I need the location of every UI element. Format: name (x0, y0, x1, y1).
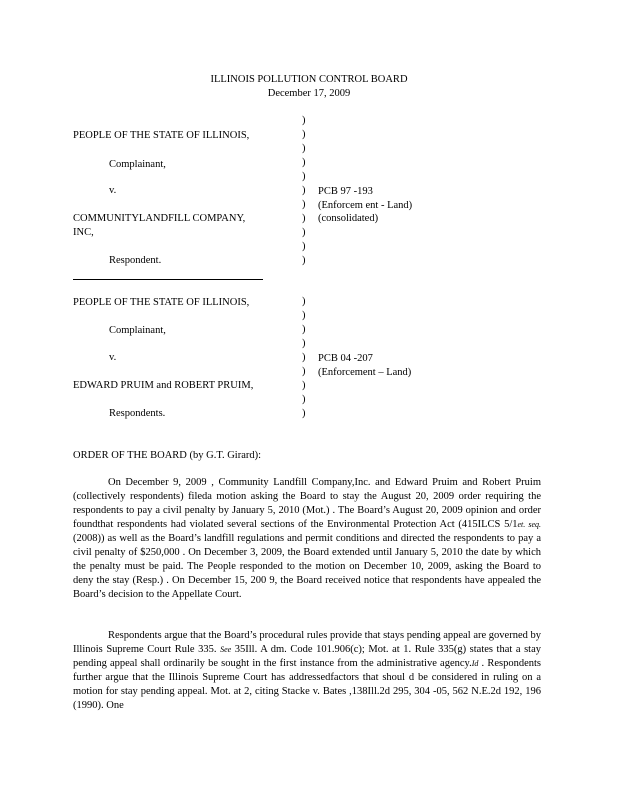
case1-defendant-cont: INC, (73, 227, 94, 238)
caption1-paren-column: ) ) ) ) ) ) ) ) ) ) ) (302, 115, 306, 266)
case2-respondents-label: Respondents. (109, 408, 166, 419)
order-paragraph-1: On December 9, 2009 , Community Landfill Company,Inc. and Edward Pruim and Robert Pruim (collectively respondents) fileda motion asking the Board to stay the August 20, 2009 order requiring the respondents to pay a civil penalty by January 5, 2010 (Mot.) . The Board’s August 20, 2009 opinion and order foundthat respondents had violated several sections of the Environmental Protection Act (415ILCS 5/1et. seq. (2008)) as well as the Board’s landfill regulations and permit conditions and directed the respondents to pay a civil penalty of $250,000 . On December 3, 2009, the Board extended until January 5, 2010 the date by which the penalty must be paid. The People responded to the motion on December 10, 2009, asking the Board to deny the stay (Resp.) . On December 15, 200 9, the Board received notice that respondents have appealed the Board’s decision to the Appellate Court. (73, 477, 542, 600)
order-heading: ORDER OF THE BOARD (by G.T. Girard): (73, 450, 262, 461)
case1-type: (Enforcem ent - Land) (318, 200, 413, 211)
case1-number: PCB 97 -193 (318, 186, 373, 197)
case2-defendants: EDWARD PRUIM and ROBERT PRUIM, (73, 380, 254, 391)
case2-type: (Enforcement – Land) (318, 367, 412, 378)
case1-versus: v. (109, 185, 117, 196)
case1-complainant-label: Complainant, (109, 159, 166, 170)
case1-note: (consolidated) (318, 213, 379, 224)
case2-plaintiff: PEOPLE OF THE STATE OF ILLINOIS, (73, 297, 250, 308)
case2-complainant-label: Complainant, (109, 325, 166, 336)
caption-divider (73, 279, 263, 280)
caption2-paren-column: ) ) ) ) ) ) ) ) ) (302, 296, 306, 419)
board-name: ILLINOIS POLLUTION CONTROL BOARD (210, 74, 408, 85)
order-paragraph-2: Respondents argue that the Board’s procedural rules provide that stays pending appeal are governed by Illinois Supreme Court Rule 335. See 35Ill. A dm. Code 101.906(c); Mot. at 1. Rule 335(g) states that a stay pending appeal shall ordinarily be sought in the first instance from the administrative agency.Id . Respondents further argue that the Illinois Supreme Court has addressedfactors that shoul d be considered in ruling on a motion for stay pending appeal. Mot. at 2, citing Stacke v. Bates ,138Ill.2d 295, 304 -05, 562 N.E.2d 192, 196 (1990). One (73, 630, 542, 711)
case2-number: PCB 04 -207 (318, 353, 373, 364)
order-date: December 17, 2009 (267, 88, 351, 99)
case1-defendant: COMMUNITYLANDFILL COMPANY, (73, 213, 246, 224)
case1-respondent-label: Respondent. (109, 255, 162, 266)
case1-plaintiff: PEOPLE OF THE STATE OF ILLINOIS, (73, 130, 250, 141)
case2-versus: v. (109, 352, 117, 363)
